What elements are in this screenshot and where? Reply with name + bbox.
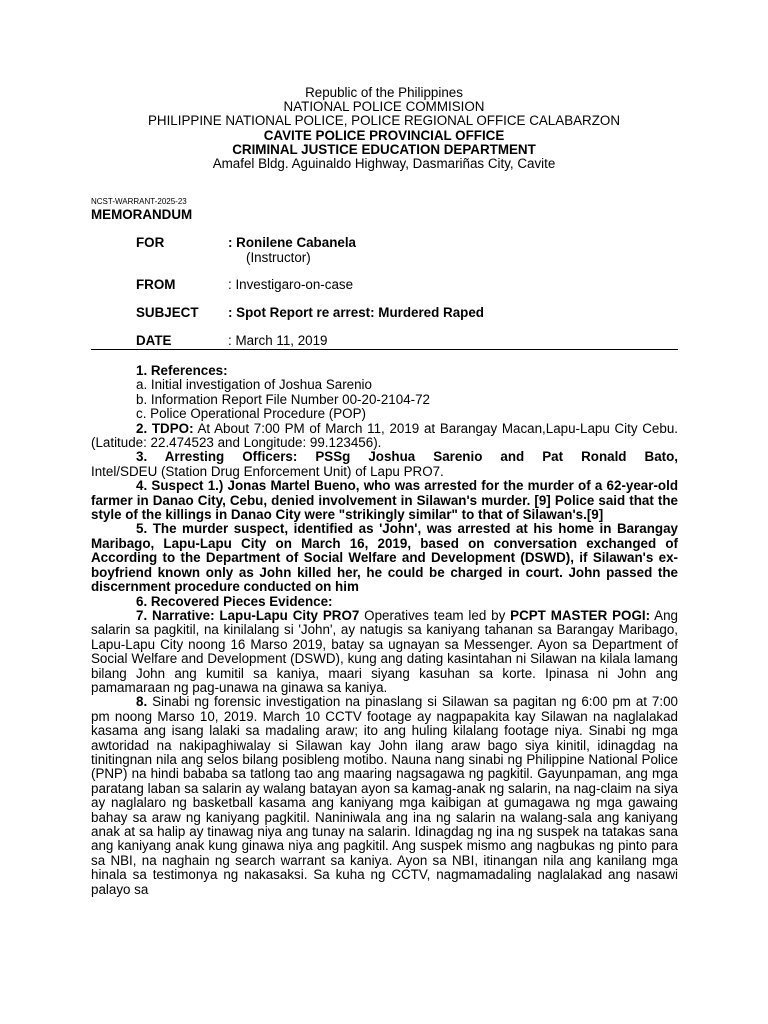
suspect-paragraph: 4. Suspect 1.) Jonas Martel Bueno, who was arrested for the murder of a 62-year-old farmer in Danao City, Cebu, denied involvement in Silawan's murder. [9] Police said that the style of the killings in Danao City were "strikingly similar" to that of Silawan's.[9] [91,478,678,523]
letterhead-republic: Republic of the Philippines [305,85,463,100]
narrative-paragraph [91,609,678,695]
for-value: : Ronilene Cabanela [228,235,356,250]
from-label: FROM [136,277,176,292]
references-heading: 1. References: [136,363,228,378]
letterhead-napolcom: NATIONAL POLICE COMMISION [283,99,485,115]
letterhead-address: Amafel Bldg. Aguinaldo Highway, Dasmariñas City, Cavite [212,156,556,172]
letterhead-pnp-region: PHILIPPINE NATIONAL POLICE, POLICE REGIONAL OFFICE CALABARZON [147,113,620,129]
memo-subject-row [136,305,586,321]
reference-item-b: b. Information Report File Number 00-20-2104-72 [136,391,430,407]
forensic-text: Sinabi ng forensic investigation na pinaslang si Silawan sa pagitan ng 6:00 pm at 7:00 pm noong Marso 10, 2019. March 10 CCTV footage ay nagpapakita kay Silawan na naglalakad kasama ang isang lalaki sa madaling araw; ito ang huling kilalang footage niya. Sinabi ng mga awtoridad na nakipaghiwalay si Silawan kay John ilang araw bago siya kinitil, idinagdag na tinitingnan nila ang selos bilang posibleng motibo. Nauna nang sinabi ng Philippine National Police (PNP) na hindi bababa sa tatlong tao ang maaring nagsagawa ng pagkitil. Gayunpaman, ang mga paratang laban sa salarin ay walang batayan ayon sa kamag-anak ng salarin, na nag-claim na siya ay naglalaro ng basketball kasama ang kaniyang mga kaibigan at gumagawa ng mga gawaing bahay sa araw ng kaniyang pagkitil. Naniniwala ang ina ng salarin na walang-sala ang kaniyang anak at sa halip ay tinawag niya ang tunay na salarin. Idinagdag ng ina ng suspek na tatakas sana ang kaniyang anak kung ginawa niya ang pagkitil. Ang suspek mismo ang nagbukas ng pinto para sa NBI, na naghain ng search warrant sa kaniya. Ayon sa NBI, itinangan nila ang kanilang mga hinala sa testimonya ng nakasaksi. Sa kuha ng CCTV, nagmamadaling naglalakad ang nasawi palayo sa [91,694,678,897]
forensic-paragraph [91,695,678,897]
murder-suspect-paragraph: 5. The murder suspect, identified as 'John', was arrested at his home in Barangay Maribago, Lapu-Lapu City on March 16, 2019, based on conversation exchanged of According to the Department of Social Welfare and Development (DSWD), if Silawan's ex-boyfriend known only as John killed her, he could be charged in court. John passed the discernment procedure conducted on him [91,521,678,595]
subject-value: : Spot Report re arrest: Murdered Raped [228,305,484,320]
reference-item-c: c. Police Operational Procedure (POP) [136,406,366,422]
reference-item-a: a. Initial investigation of Joshua Sarenio [136,377,372,393]
tdpo-paragraph [91,422,678,451]
memo-title: MEMORANDUM [91,207,193,222]
narrative-mid: Operatives team led by [359,607,511,623]
narrative-team-leader: PCPT MASTER POGI: [510,607,651,623]
date-label: DATE [136,333,172,348]
letterhead-provincial-office: CAVITE POLICE PROVINCIAL OFFICE [263,127,505,143]
for-subtitle: (Instructor) [246,250,311,265]
header-divider [91,349,678,350]
arresting-officers-unit: Intel/SDEU (Station Drug Enforcement Unit) of Lapu PRO7. [91,463,444,479]
from-value: : Investigaro-on-case [228,277,354,292]
memo-body [91,364,678,897]
narrative-label: 7. Narrative: Lapu-Lapu City PRO7 [136,607,360,623]
subject-label: SUBJECT [136,305,199,320]
memo-reference-code: NCST-WARRANT-2025-23 [91,197,187,206]
memo-for-row [136,235,586,267]
narrative-text: Ang salarin sa pagkitil, na kinilalang si 'John', ay natugis sa kaniyang tahanan sa Barangay Maribago, Lapu-Lapu City noong 16 Marso 2019, batay sa ugnayan sa Messenger. Ayon sa Department of Social Welfare and Development (DSWD), kung ang dating kasintahan ni Silawan na kilala lamang bilang John ang kumitil sa kaniya, maari siyang kasuhan sa korte. Ipinasa ni John ang pamamaraan ng pag-unawa na ginawa sa kaniya. [91,607,679,695]
recovered-evidence-heading: 6. Recovered Pieces Evidence: [136,593,333,609]
tdpo-label: 2. TDPO: [136,420,194,436]
memo-date-row [136,333,586,349]
letterhead-department: CRIMINAL JUSTICE EDUCATION DEPARTMENT [232,141,536,157]
tdpo-text: At About 7:00 PM of March 11, 2019 at Barangay Macan,Lapu-Lapu City Cebu. (Latitude: 22.474523 and Longitude: 99.123456). [91,420,678,451]
letterhead [0,86,768,171]
memo-from-row [136,277,586,293]
forensic-label: 8. [136,694,148,710]
date-value: : March 11, 2019 [228,333,328,348]
arresting-officers-line: 3. Arresting Officers: PSSg Joshua Sarenio and Pat Ronald Bato, [136,449,678,465]
for-label: FOR [136,235,165,250]
